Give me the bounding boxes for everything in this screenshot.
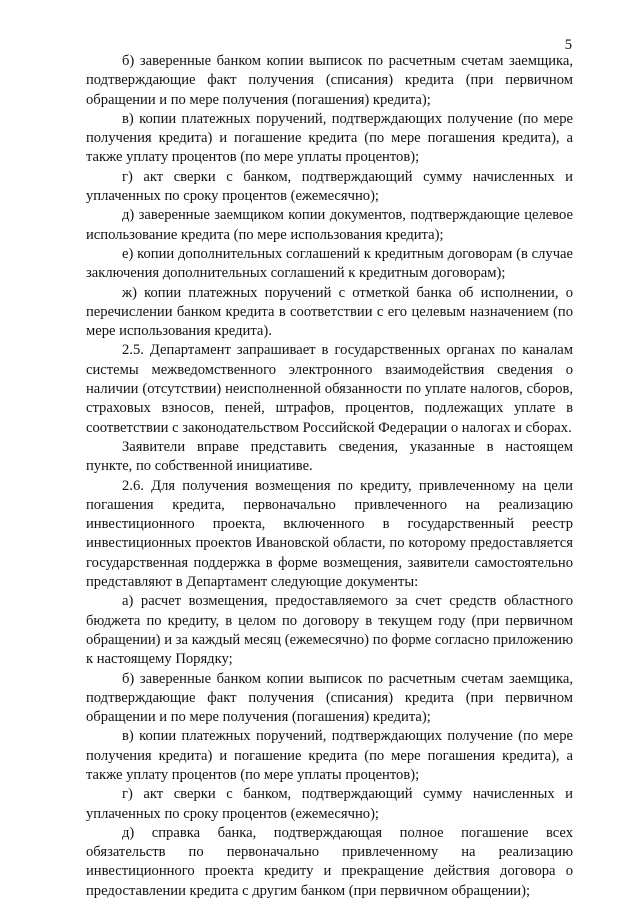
paragraph-2-4-d: д) заверенные заемщиком копии документов, подтверждающие целевое использование кредита (по мере использования кредита); — [86, 207, 573, 243]
paragraph-2-6-d: д) справка банка, подтверждающая полное погашение всех обязательств по первоначально привлеченному на реализацию инвестиционного проекта кредиту и прекращение действия договора о предоставлении кредита с другим банком (при первичном обращении); — [86, 824, 573, 899]
paragraph-2-4-v: в) копии платежных поручений, подтверждающих получение (по мере получения кредита) и погашение кредита (по мере погашения кредита), а также уплату процентов (по мере уплаты процентов); — [86, 110, 573, 166]
paragraph-2-5: 2.5. Департамент запрашивает в государственных органах по каналам системы межведомственного электронного взаимодействия сведения о наличии (отсутствии) неисполненной обязанности по уплате налогов, сборов, страховых взносов, пеней, штрафов, процентов, подлежащих уплате в соответствии с законодательством Российской Федерации о налогах и сборах. — [86, 342, 573, 436]
document-body — [86, 52, 573, 901]
paragraph-2-4-b: б) заверенные банком копии выписок по расчетным счетам заемщика, подтверждающие факт получения (списания) кредита (при первичном обращении и по мере получения (погашения) кредита); — [86, 53, 573, 108]
paragraph-2-6-g: г) акт сверки с банком, подтверждающий сумму начисленных и уплаченных по сроку процентов (ежемесячно); — [86, 786, 573, 822]
paragraph-2-4-e: е) копии дополнительных соглашений к кредитным договорам (в случае заключения дополнительных соглашений к кредитным договорам); — [86, 245, 573, 282]
paragraph-2-5-note: Заявители вправе представить сведения, указанные в настоящем пункте, по собственной инициативе. — [86, 438, 573, 475]
paragraph-2-6-a: а) расчет возмещения, предоставляемого за счет средств областного бюджета по кредиту, в целом по договору в текущем году (при первичном обращении) и за каждый месяц (ежемесячно) по форме согласно приложению к настоящему Порядку; — [86, 593, 573, 668]
page-number: 5 — [564, 37, 572, 53]
paragraph-2-4-zh: ж) копии платежных поручений с отметкой банка об исполнении, о перечислении банком кредита в соответствии с его целевым назначением (по мере использования кредита). — [86, 284, 573, 340]
paragraph-2-6: 2.6. Для получения возмещения по кредиту, привлеченному на цели погашения кредита, первоначально привлеченного на реализацию инвестиционного проекта, включенного в государственный реестр инвестиционных проектов Ивановской области, по которому предоставляется государственная поддержка в форме возмещения, заявители самостоятельно представляют в Департамент следующие документы: — [86, 477, 573, 591]
paragraph-2-4-g: г) акт сверки с банком, подтверждающий сумму начисленных и уплаченных по сроку процентов (ежемесячно); — [86, 168, 573, 205]
paragraph-2-6-b: б) заверенные банком копии выписок по расчетным счетам заемщика, подтверждающие факт получения (списания) кредита (при первичном обращении и по мере получения (погашения) кредита); — [86, 670, 573, 726]
paragraph-2-6-v: в) копии платежных поручений, подтверждающих получение (по мере получения кредита) и погашение кредита (по мере погашения кредита), а также уплату процентов (по мере уплаты процентов); — [86, 728, 573, 783]
